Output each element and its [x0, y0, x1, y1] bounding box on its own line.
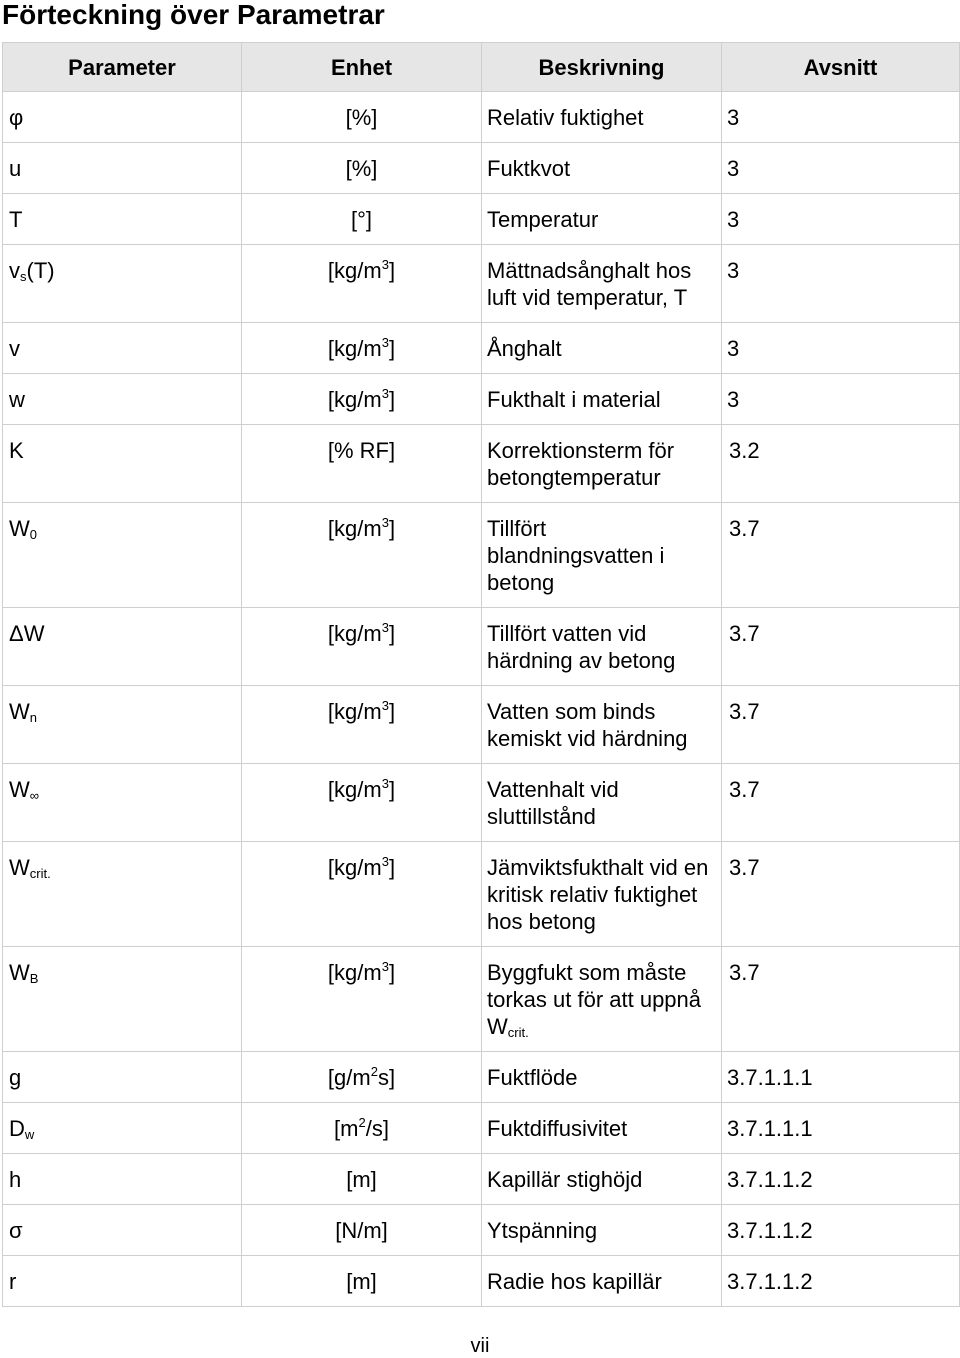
- table-row: [3, 1154, 960, 1205]
- unit-cell: [242, 686, 482, 764]
- param-symbol: D: [9, 1116, 25, 1141]
- param-subscript: 0: [29, 527, 37, 542]
- param-cell: w: [3, 374, 242, 425]
- section-cell: 3: [722, 374, 960, 425]
- table-row: [3, 194, 960, 245]
- section-cell: 3.7: [722, 503, 960, 608]
- table-row: [3, 425, 960, 503]
- param-cell: [3, 947, 242, 1052]
- description-cell: Ånghalt: [482, 323, 722, 374]
- section-cell: 3.2: [722, 425, 960, 503]
- unit-base: [kg/m: [327, 516, 382, 541]
- unit-cell: [m]: [242, 1154, 482, 1205]
- param-subscript: crit.: [29, 866, 51, 881]
- table-row: [3, 92, 960, 143]
- unit-base: [g/m: [327, 1065, 371, 1090]
- description-cell: Fuktflöde: [482, 1052, 722, 1103]
- table-row: [3, 503, 960, 608]
- section-cell: 3: [722, 194, 960, 245]
- description-cell: Korrektionsterm för betongtemperatur: [482, 425, 722, 503]
- header-unit: Enhet: [242, 43, 482, 92]
- table-row: [3, 374, 960, 425]
- table-row: [3, 323, 960, 374]
- section-cell: 3: [722, 323, 960, 374]
- section-cell: 3.7: [722, 764, 960, 842]
- unit-cell: [242, 842, 482, 947]
- unit-base: [kg/m: [327, 336, 382, 361]
- description-cell: Temperatur: [482, 194, 722, 245]
- table-row: [3, 842, 960, 947]
- page-number: vii: [470, 1335, 490, 1357]
- param-cell: ΔW: [3, 608, 242, 686]
- header-section: Avsnitt: [722, 43, 960, 92]
- description-cell: Mättnadsånghalt hos luft vid temperatur, T: [482, 245, 722, 323]
- section-cell: 3.7.1.1.1: [722, 1052, 960, 1103]
- table-row: [3, 245, 960, 323]
- param-cell: T: [3, 194, 242, 245]
- param-symbol: v: [9, 258, 20, 283]
- unit-tail: s]: [377, 1065, 396, 1090]
- param-cell: φ: [3, 92, 242, 143]
- table-row: [3, 686, 960, 764]
- section-cell: 3.7: [722, 947, 960, 1052]
- unit-exponent: 3: [381, 515, 389, 530]
- unit-tail: ]: [388, 699, 396, 724]
- param-subscript: w: [24, 1127, 35, 1142]
- param-subscript: ∞: [29, 788, 40, 803]
- unit-base: [kg/m: [327, 960, 382, 985]
- unit-cell: [242, 1052, 482, 1103]
- description-cell: Radie hos kapillär: [482, 1256, 722, 1307]
- param-symbol: W: [9, 960, 30, 985]
- param-cell: [3, 503, 242, 608]
- table-row: [3, 1256, 960, 1307]
- unit-cell: [242, 503, 482, 608]
- description-text: Byggfukt som måste torkas ut för att uppnå W: [487, 960, 702, 1039]
- param-subscript: s: [20, 269, 27, 284]
- unit-exponent: 2: [358, 1115, 366, 1130]
- unit-exponent: 3: [381, 776, 389, 791]
- section-cell: 3.7: [722, 608, 960, 686]
- unit-exponent: 3: [381, 959, 389, 974]
- parameter-table: [2, 42, 960, 1307]
- table-row: [3, 608, 960, 686]
- unit-tail: ]: [388, 387, 396, 412]
- param-cell: K: [3, 425, 242, 503]
- param-cell: [3, 686, 242, 764]
- param-suffix: (T): [26, 258, 55, 283]
- unit-exponent: 3: [381, 386, 389, 401]
- unit-tail: ]: [388, 960, 396, 985]
- param-symbol: W: [9, 516, 30, 541]
- unit-tail: ]: [388, 516, 396, 541]
- section-cell: 3.7.1.1.2: [722, 1256, 960, 1307]
- description-cell: Fuktdiffusivitet: [482, 1103, 722, 1154]
- description-cell: Kapillär stighöjd: [482, 1154, 722, 1205]
- description-cell: Relativ fuktighet: [482, 92, 722, 143]
- table-header-row: [3, 43, 960, 92]
- param-cell: r: [3, 1256, 242, 1307]
- description-cell: Fukthalt i material: [482, 374, 722, 425]
- section-cell: 3.7.1.1.1: [722, 1103, 960, 1154]
- table-row: [3, 947, 960, 1052]
- table-row: [3, 143, 960, 194]
- table-row: [3, 1103, 960, 1154]
- unit-tail: ]: [388, 258, 396, 283]
- section-cell: 3.7: [722, 686, 960, 764]
- unit-cell: [242, 608, 482, 686]
- unit-cell: [N/m]: [242, 1205, 482, 1256]
- description-cell: [482, 947, 722, 1052]
- unit-cell: [242, 374, 482, 425]
- unit-cell: [242, 245, 482, 323]
- param-cell: h: [3, 1154, 242, 1205]
- param-cell: [3, 764, 242, 842]
- param-cell: [3, 1103, 242, 1154]
- unit-tail: ]: [388, 336, 396, 361]
- unit-exponent: 3: [381, 335, 389, 350]
- description-cell: Ytspänning: [482, 1205, 722, 1256]
- param-cell: [3, 245, 242, 323]
- param-subscript: n: [29, 710, 37, 725]
- unit-base: [m: [334, 1116, 359, 1141]
- unit-exponent: 3: [381, 698, 389, 713]
- unit-tail: ]: [388, 621, 396, 646]
- param-cell: g: [3, 1052, 242, 1103]
- unit-cell: [%]: [242, 143, 482, 194]
- param-cell: σ: [3, 1205, 242, 1256]
- description-subscript: crit.: [507, 1025, 529, 1040]
- unit-base: [kg/m: [327, 699, 382, 724]
- unit-base: [kg/m: [327, 777, 382, 802]
- section-cell: 3: [722, 92, 960, 143]
- header-description: Beskrivning: [482, 43, 722, 92]
- description-cell: Vattenhalt vid sluttillstånd: [482, 764, 722, 842]
- table-row: [3, 1052, 960, 1103]
- description-cell: Tillfört vatten vid härdning av betong: [482, 608, 722, 686]
- description-cell: Vatten som binds kemiskt vid härdning: [482, 686, 722, 764]
- param-cell: u: [3, 143, 242, 194]
- unit-cell: [°]: [242, 194, 482, 245]
- section-cell: 3.7: [722, 842, 960, 947]
- description-cell: Tillfört blandningsvatten i betong: [482, 503, 722, 608]
- param-symbol: W: [9, 699, 30, 724]
- unit-base: [kg/m: [327, 387, 382, 412]
- section-cell: 3.7.1.1.2: [722, 1205, 960, 1256]
- section-cell: 3: [722, 143, 960, 194]
- unit-base: [kg/m: [327, 258, 382, 283]
- param-symbol: W: [9, 777, 30, 802]
- unit-exponent: 2: [370, 1064, 378, 1079]
- unit-cell: [%]: [242, 92, 482, 143]
- section-cell: 3.7.1.1.2: [722, 1154, 960, 1205]
- unit-exponent: 3: [381, 257, 389, 272]
- unit-cell: [242, 323, 482, 374]
- page-title: Förteckning över Parametrar: [2, 0, 385, 30]
- header-parameter: Parameter: [3, 43, 242, 92]
- unit-tail: /s]: [365, 1116, 389, 1141]
- table-row: [3, 764, 960, 842]
- description-cell: Jämviktsfukthalt vid en kritisk relativ fuktighet hos betong: [482, 842, 722, 947]
- param-symbol: W: [9, 855, 30, 880]
- unit-cell: [% RF]: [242, 425, 482, 503]
- unit-cell: [242, 947, 482, 1052]
- unit-exponent: 3: [381, 620, 389, 635]
- unit-tail: ]: [388, 777, 396, 802]
- table-row: [3, 1205, 960, 1256]
- unit-tail: ]: [388, 855, 396, 880]
- unit-base: [kg/m: [327, 855, 382, 880]
- param-subscript: B: [29, 971, 39, 986]
- unit-cell: [242, 1103, 482, 1154]
- unit-base: [kg/m: [327, 621, 382, 646]
- unit-exponent: 3: [381, 854, 389, 869]
- param-cell: [3, 842, 242, 947]
- description-cell: Fuktkvot: [482, 143, 722, 194]
- unit-cell: [242, 764, 482, 842]
- unit-cell: [m]: [242, 1256, 482, 1307]
- section-cell: 3: [722, 245, 960, 323]
- param-cell: v: [3, 323, 242, 374]
